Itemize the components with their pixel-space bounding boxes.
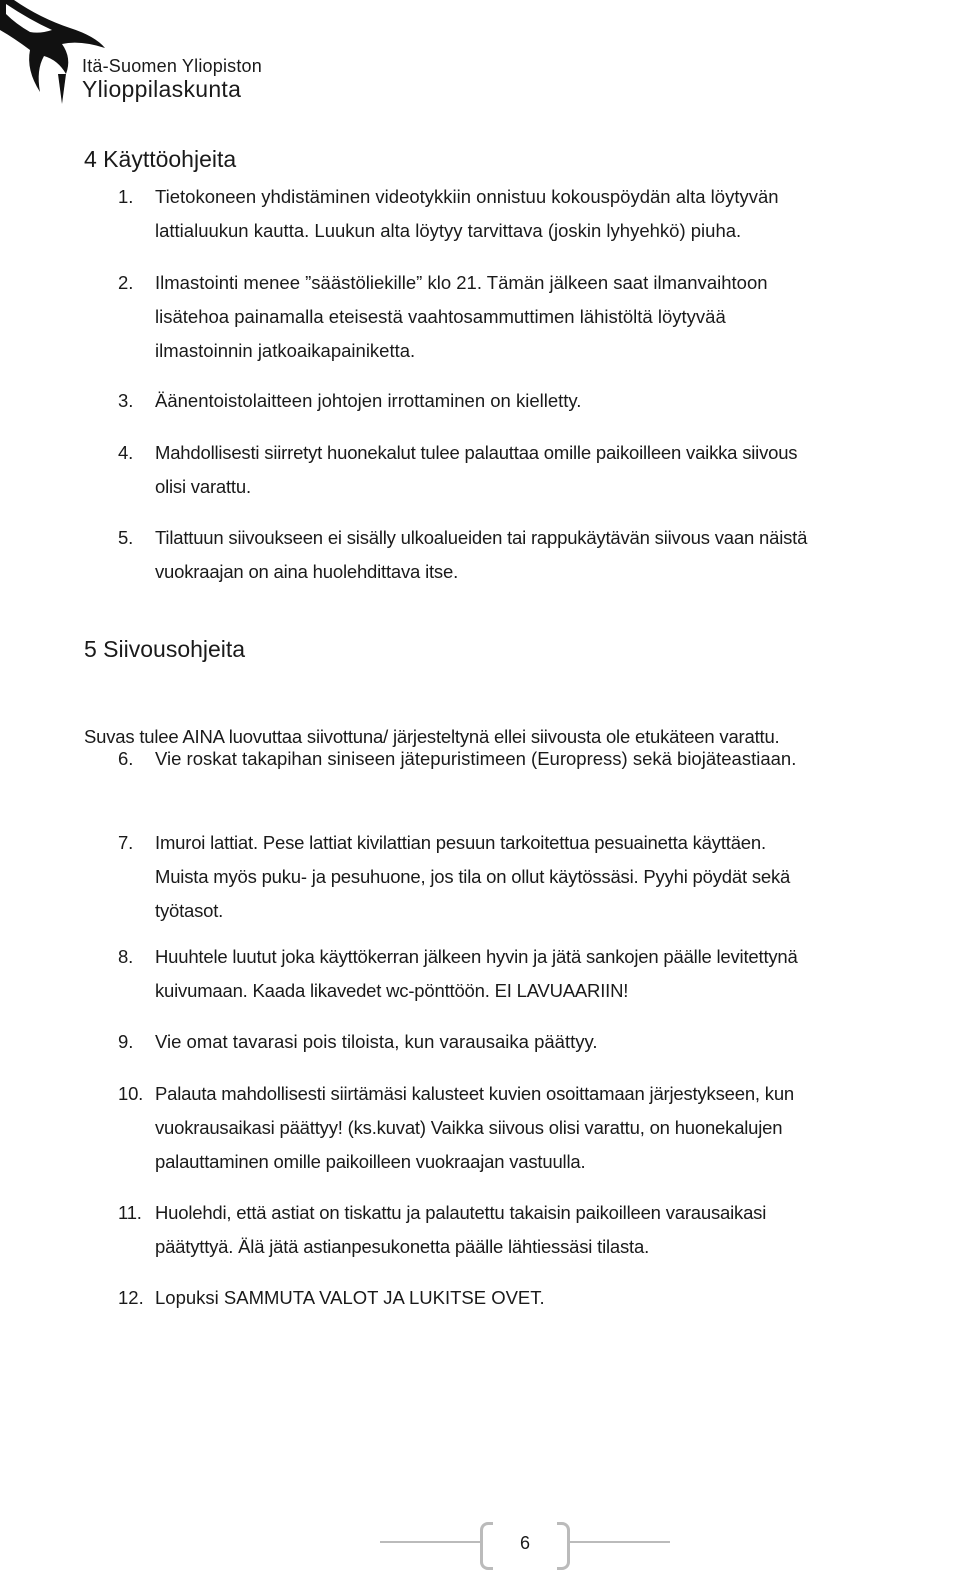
list-item-line: työtasot.	[155, 900, 224, 921]
list-item-number: 7.	[118, 832, 134, 853]
list-item	[84, 1281, 954, 1315]
logo-line-1: Itä-Suomen Yliopiston	[82, 56, 262, 76]
list-item-number: 10.	[118, 1083, 144, 1104]
list-item	[84, 266, 954, 368]
list-item-line: Ilmastointi menee ”säästöliekille” klo 21. Tämän jälkeen saat ilmanvaihtoon	[155, 272, 768, 293]
section-5-heading: 5 Siivousohjeita	[84, 636, 246, 662]
list-item-line: päätyttyä. Älä jätä astianpesukonetta päälle lähtiessäsi tilasta.	[155, 1236, 650, 1257]
list-item	[84, 826, 954, 928]
list-item-number: 2.	[118, 272, 134, 293]
list-item-line: ilmastoinnin jatkoaikapainiketta.	[155, 340, 416, 361]
list-item-line: Tilattuun siivoukseen ei sisälly ulkoalueiden tai rappukäytävän siivous vaan näistä	[155, 527, 808, 548]
union-logo	[0, 0, 320, 112]
list-item-line: Vie roskat takapihan siniseen jätepuristimeen (Europress) sekä biojäteastiaan.	[155, 748, 797, 769]
list-item-line: Imuroi lattiat. Pese lattiat kivilattian pesuun tarkoitettua pesuainetta käyttäen.	[155, 832, 766, 853]
list-item-line: Palauta mahdollisesti siirtämäsi kalusteet kuvien osoittamaan järjestykseen, kun	[155, 1083, 795, 1104]
footer-rule-left	[380, 1541, 480, 1543]
list-item-number: 3.	[118, 390, 134, 411]
list-item-line: Muista myös puku- ja pesuhuone, jos tila on ollut käytössäsi. Pyyhi pöydät sekä	[155, 866, 791, 887]
list-item	[84, 180, 954, 248]
list-item-line: vuokrausaikasi päättyy! (ks.kuvat) Vaikka siivous olisi varattu, on huonekalujen	[155, 1117, 783, 1138]
list-item-number: 6.	[118, 748, 134, 769]
list-item-line: kuivumaan. Kaada likavedet wc-pönttöön. EI LAVUAARIIN!	[155, 980, 629, 1001]
logo-line-2: Ylioppilaskunta	[82, 76, 242, 102]
list-item-line: Mahdollisesti siirretyt huonekalut tulee palauttaa omille paikoilleen vaikka siivous	[155, 442, 798, 463]
list-item-number: 12.	[118, 1287, 144, 1308]
list-item	[84, 1077, 954, 1179]
section-4-heading: 4 Käyttöohjeita	[84, 146, 237, 172]
list-item-line: olisi varattu.	[155, 476, 251, 497]
list-item-line: Äänentoistolaitteen johtojen irrottaminen on kielletty.	[155, 390, 582, 411]
page-footer	[480, 1522, 570, 1566]
list-item	[84, 742, 954, 776]
section-5-intro: Suvas tulee AINA luovuttaa siivottuna/ järjesteltynä ellei siivousta ole etukäteen varattu.	[84, 726, 780, 747]
list-item	[84, 521, 954, 589]
list-item-line: Huuhtele luutut joka käyttökerran jälkeen hyvin ja jätä sankojen päälle levitettynä	[155, 946, 798, 967]
list-item-line: Vie omat tavarasi pois tiloista, kun varausaika päättyy.	[155, 1031, 598, 1052]
list-item-line: vuokraajan on aina huolehdittava itse.	[155, 561, 459, 582]
list-item	[84, 1025, 954, 1059]
list-item	[84, 1196, 954, 1264]
list-item-number: 5.	[118, 527, 134, 548]
list-item	[84, 384, 954, 418]
list-item-number: 8.	[118, 946, 134, 967]
list-item-number: 4.	[118, 442, 134, 463]
list-item-line: palauttaminen omille paikoilleen vuokraajan vastuulla.	[155, 1151, 586, 1172]
list-item-line: lattialuukun kautta. Luukun alta löytyy tarvittava (joskin lyhyehkö) piuha.	[155, 220, 742, 241]
list-item	[84, 436, 954, 504]
list-item	[84, 940, 954, 1008]
list-item-line: Tietokoneen yhdistäminen videotykkiin onnistuu kokouspöydän alta löytyvän	[155, 186, 779, 207]
list-item-number: 1.	[118, 186, 134, 207]
list-item-line: lisätehoa painamalla eteisestä vaahtosammuttimen lähistöltä löytyvää	[155, 306, 726, 327]
list-item-number: 9.	[118, 1031, 134, 1052]
page-number: 6	[519, 1533, 530, 1553]
list-item-number: 11.	[118, 1202, 142, 1223]
list-item-line: Lopuksi SAMMUTA VALOT JA LUKITSE OVET.	[155, 1287, 545, 1308]
footer-rule-right	[570, 1541, 670, 1543]
list-item-line: Huolehdi, että astiat on tiskattu ja palautettu takaisin paikoilleen varausaikasi	[155, 1202, 767, 1223]
